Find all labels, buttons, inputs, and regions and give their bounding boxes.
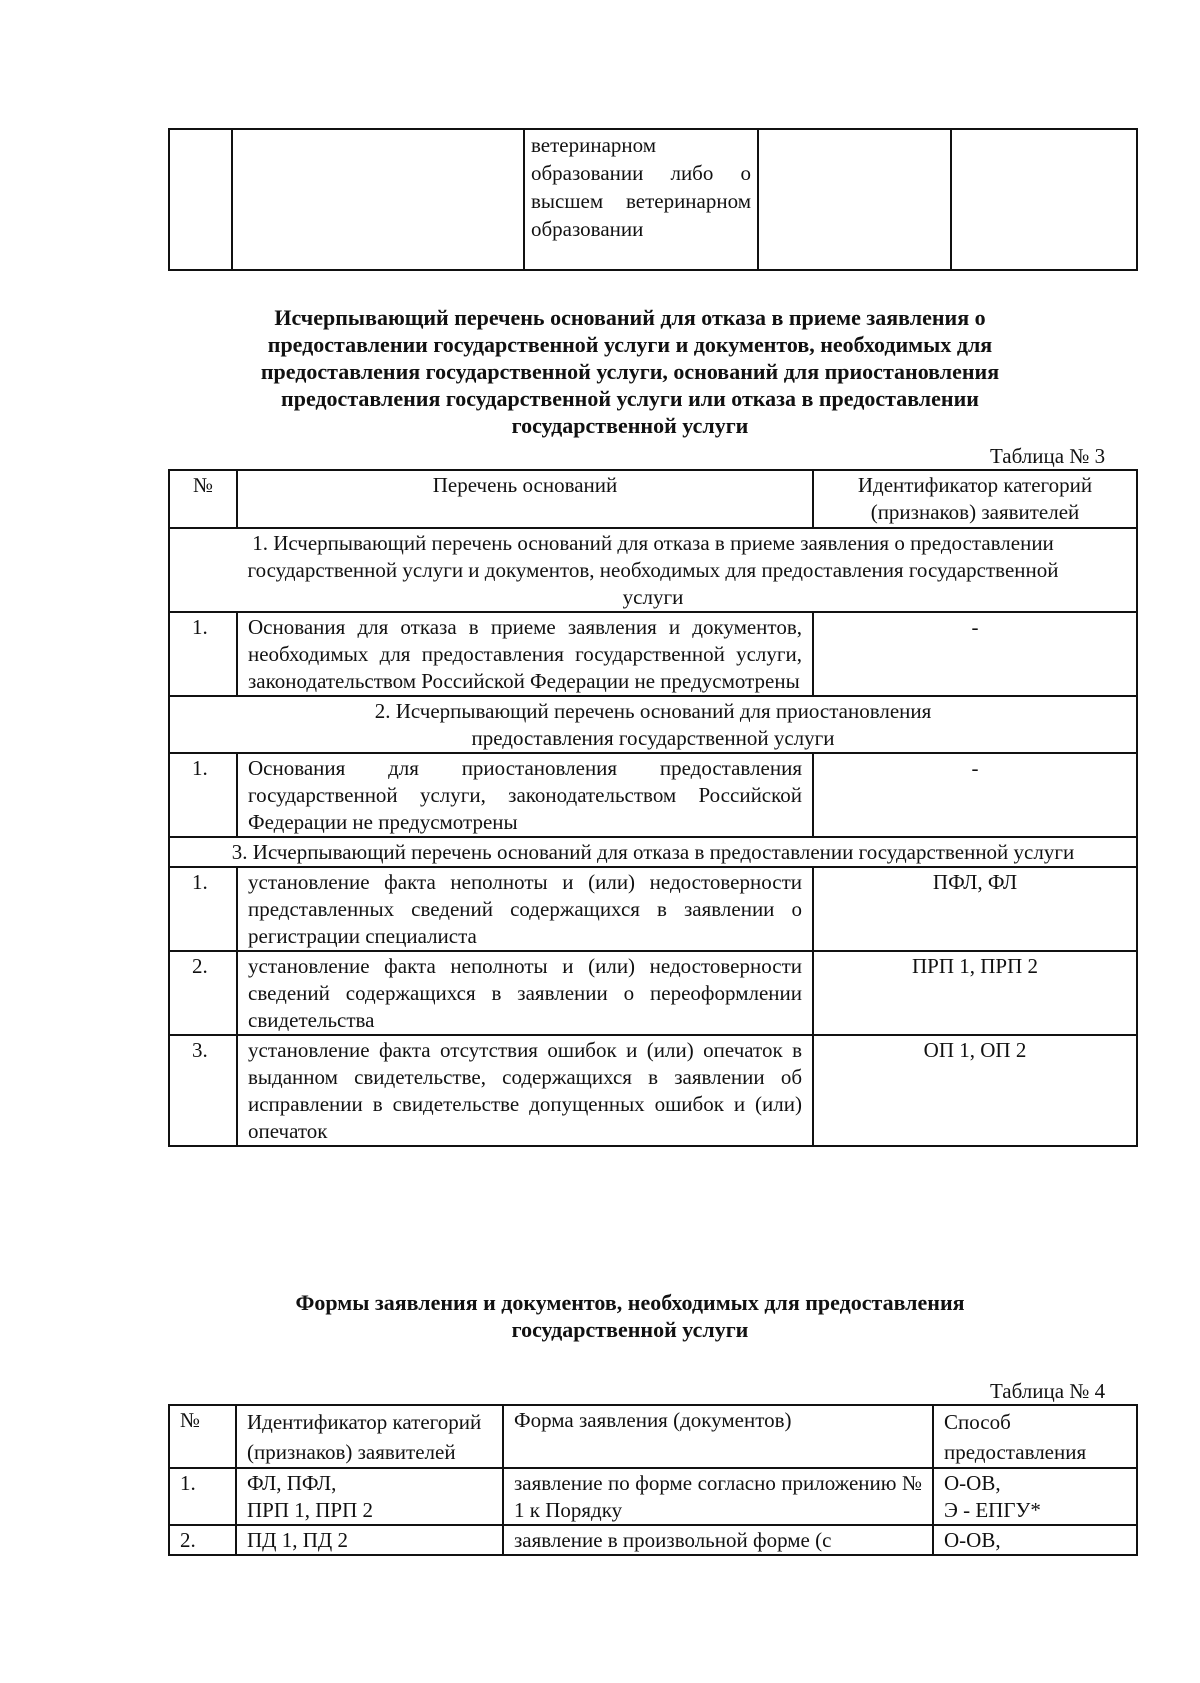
table4-row-identifier-line: ПД 1, ПД 2: [247, 1528, 348, 1552]
table4-row-form: заявление по форме согласно приложению № 1 к Порядку: [503, 1468, 933, 1525]
continuation-cell-empty: [758, 129, 951, 270]
table4-row-method-line: Э - ЕПГУ*: [944, 1498, 1041, 1522]
table3-row-num: 1.: [169, 867, 237, 951]
table3-row-text: установление факта неполноты и (или) недостоверности сведений содержащихся в заявлении о переоформлении свидетельства: [237, 951, 813, 1035]
table3: [168, 469, 1138, 1147]
table4-row-method: [933, 1468, 1137, 1525]
continuation-cell-empty: [951, 129, 1137, 270]
table4-row-method-line: О-ОВ,: [944, 1528, 1001, 1552]
table4-row-form: заявление в произвольной форме (с: [503, 1525, 933, 1555]
continuation-table: [168, 128, 1138, 271]
table4-row-identifier-line: ФЛ, ПФЛ,: [247, 1471, 337, 1495]
table4-row-num: 1.: [169, 1468, 236, 1525]
table4-row-method-line: О-ОВ,: [944, 1471, 1001, 1495]
continuation-cell-num: [169, 129, 232, 270]
table3-row-text: Основания для приостановления предоставления государственной услуги, законодательством Российской Федерации не предусмотрены: [237, 753, 813, 837]
table4-header-method: Способ предоставления: [933, 1405, 1137, 1468]
table3-row-identifier: ОП 1, ОП 2: [813, 1035, 1137, 1146]
table3-header-num: №: [169, 470, 237, 528]
section1-title: Исчерпывающий перечень оснований для отказа в приеме заявления о предоставлении государственной услуги и документов, необходимых для предоставления государственной услуги, оснований для приостановления предоставления государственной услуги или отказа в предоставлении государственной услуги: [260, 305, 1000, 438]
section2-title: Формы заявления и документов, необходимых для предоставления государственной услуги: [295, 1290, 965, 1342]
table3-group-title: 3. Исчерпывающий перечень оснований для отказа в предоставлении государственной услуги: [169, 837, 1137, 867]
table3-row-identifier: -: [813, 612, 1137, 696]
table4-row-identifier-line: ПРП 1, ПРП 2: [247, 1498, 374, 1522]
table3-row-num: 1.: [169, 753, 237, 837]
table3-row-identifier: -: [813, 753, 1137, 837]
continuation-cell-text: ветеринарном образовании либо о высшем ветеринарном образовании: [524, 129, 758, 270]
table4-row-identifier: [236, 1525, 503, 1555]
table4-row-identifier: [236, 1468, 503, 1525]
table3-row-text: установление факта отсутствия ошибок и (или) опечаток в выданном свидетельстве, содержащихся в заявлении об исправлении в свидетельстве допущенных ошибок и (или) опечаток: [237, 1035, 813, 1146]
table4-header-num: №: [169, 1405, 236, 1468]
table4-row-method: [933, 1525, 1137, 1555]
table3-row-num: 1.: [169, 612, 237, 696]
continuation-cell-name: [232, 129, 524, 270]
table3-row-identifier: ПФЛ, ФЛ: [813, 867, 1137, 951]
table3-row-text: Основания для отказа в приеме заявления и документов, необходимых для предоставления государственной услуги, законодательством Российской Федерации не предусмотрены: [237, 612, 813, 696]
table4-header-form: Форма заявления (документов): [503, 1405, 933, 1468]
table3-header-grounds: Перечень оснований: [237, 470, 813, 528]
table3-row-num: 3.: [169, 1035, 237, 1146]
table3-group-title: 1. Исчерпывающий перечень оснований для отказа в приеме заявления о предоставлении государственной услуги и документов, необходимых для предоставления государственной услуги: [169, 528, 1137, 612]
table4-row-num: 2.: [169, 1525, 236, 1555]
table3-row-num: 2.: [169, 951, 237, 1035]
table3-caption: Таблица № 3: [990, 444, 1106, 468]
table4-header-identifier: Идентификатор категорий (признаков) заявителей: [236, 1405, 503, 1468]
table3-group-title: 2. Исчерпывающий перечень оснований для приостановления предоставления государственной услуги: [169, 696, 1137, 753]
table3-row-identifier: ПРП 1, ПРП 2: [813, 951, 1137, 1035]
table4-caption: Таблица № 4: [990, 1379, 1106, 1403]
table4: [168, 1404, 1138, 1556]
table3-row-text: установление факта неполноты и (или) недостоверности представленных сведений содержащихся в заявлении о регистрации специалиста: [237, 867, 813, 951]
table3-header-identifier: Идентификатор категорий (признаков) заявителей: [813, 470, 1137, 528]
